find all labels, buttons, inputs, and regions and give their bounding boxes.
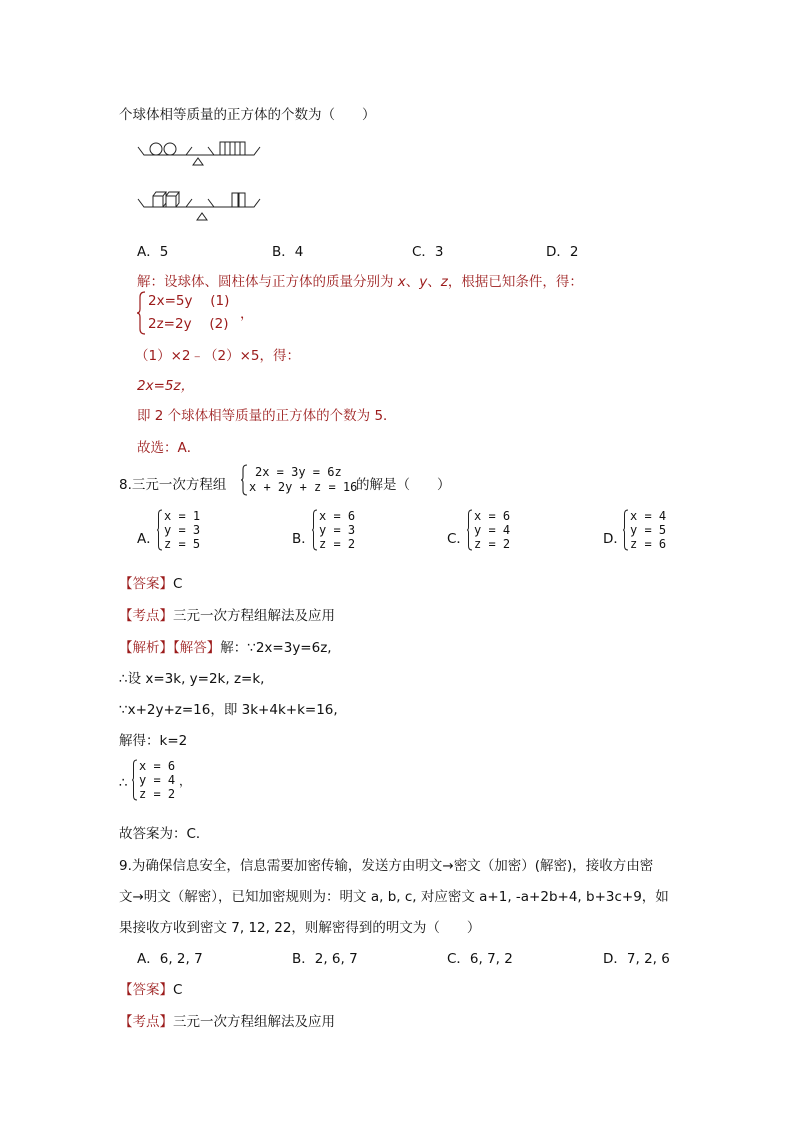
q7-solution-intro: 解：设球体、圆柱体与正方体的质量分别为 x、y、z，根据已知条件，得： [137, 274, 583, 290]
kaodian-label: 【考点】 [119, 608, 173, 624]
q8-option-b-label: B． [292, 531, 315, 547]
answer-value: C [173, 982, 183, 998]
q7-eq2: 2z=2y (2) [148, 316, 229, 332]
q7-option-d: D．2 [546, 244, 579, 260]
q8-answer [119, 572, 182, 592]
q7-stem-tail: 个球体相等质量的正方体的个数为（ ） [119, 107, 376, 123]
q8-step3: 解得：k=2 [119, 733, 188, 749]
q8-kaodian [119, 604, 335, 624]
brace-icon [136, 291, 146, 335]
q8-result-y: y = 4 [139, 773, 176, 787]
q8-a-line-x: x = 1 [164, 509, 201, 523]
q8-b-line-x: x = 6 [319, 509, 356, 523]
answer-label: 【答案】 [119, 982, 173, 998]
q7-equation-system [136, 291, 266, 335]
kaodian-label: 【考点】 [119, 1014, 173, 1030]
q7-step1: （1）×2﹣（2）×5，得： [135, 348, 300, 364]
balance-scale-figure [136, 136, 266, 226]
q8-equation-system [240, 464, 360, 496]
analysis-label: 【解析】【解答】 [119, 640, 221, 656]
var-x: x [397, 274, 406, 290]
q8-system-eq1: 2x = 3y = 6z [255, 465, 342, 479]
q8-stem-end: 的解是（ ） [356, 477, 451, 493]
q8-system-eq2: x + 2y + z = 16 [249, 480, 358, 494]
q8-result-z: z = 2 [139, 787, 176, 801]
q8-option-b-system [311, 509, 371, 551]
q8-result-system [131, 759, 201, 801]
q8-result-prefix: ∴ [119, 775, 128, 791]
q9-option-d: D．7, 2, 6 [603, 951, 670, 967]
q8-d-line-x: x = 4 [630, 509, 667, 523]
balance-scale-1 [138, 142, 260, 165]
q8-a-line-y: y = 3 [164, 523, 201, 537]
q8-step2: ∵x+2y+z=16，即 3k+4k+k=16, [119, 702, 338, 718]
brace-icon [156, 509, 163, 551]
brace-icon [240, 464, 248, 496]
q8-analysis [119, 636, 332, 656]
q7-option-a: A．5 [137, 244, 169, 260]
q9-stem-line3: 果接收方收到密文 7, 12, 22，则解密得到的明文为（ ） [119, 920, 481, 936]
q8-option-c-label: C． [447, 531, 470, 547]
brace-icon [131, 759, 138, 801]
balance-scale-2 [138, 192, 260, 220]
analysis-text: 解：∵2x=3y=6z, [220, 640, 332, 656]
q7-eq1: 2x=5y (1) [148, 293, 230, 309]
brace-icon [311, 509, 318, 551]
answer-value: C [173, 576, 183, 592]
q7-eq-comma: ， [240, 306, 254, 322]
q9-option-a: A．6, 2, 7 [137, 951, 203, 967]
q8-conclusion: 故答案为：C． [119, 826, 210, 842]
q7-step3: 即 2 个球体相等质量的正方体的个数为 5． [137, 408, 397, 424]
q7-answer: 故选：A． [137, 440, 201, 456]
brace-icon [466, 509, 473, 551]
q9-option-c: C．6, 7, 2 [447, 951, 513, 967]
q8-c-line-x: x = 6 [474, 509, 511, 523]
q8-option-a-system [156, 509, 216, 551]
brace-icon [622, 509, 629, 551]
q8-d-line-y: y = 5 [630, 523, 667, 537]
q9-stem-line1: 9.为确保信息安全，信息需要加密传输，发送方由明文→密文（加密）(解密)，接收方由密 [119, 858, 654, 874]
q8-result-comma: ， [179, 774, 192, 788]
q7-option-b: B．4 [272, 244, 304, 260]
q8-result-x: x = 6 [139, 759, 176, 773]
q8-d-line-z: z = 6 [630, 537, 667, 551]
q8-a-line-z: z = 5 [164, 537, 201, 551]
kaodian-value: 三元一次方程组解法及应用 [173, 1014, 335, 1030]
q8-c-line-z: z = 2 [474, 537, 511, 551]
q7-option-c: C．3 [412, 244, 444, 260]
var-z: z [440, 274, 448, 290]
q7-step2: 2x=5z， [137, 378, 195, 394]
q8-option-d-label: D． [603, 531, 627, 547]
q8-option-a-label: A． [137, 531, 160, 547]
q8-stem-start: 8.三元一次方程组 [119, 477, 227, 493]
q9-kaodian [119, 1010, 335, 1030]
q8-b-line-y: y = 3 [319, 523, 356, 537]
q9-stem-line2: 文→明文（解密），已知加密规则为：明文 a, b, c, 对应密文 a+1, -a+2b+4, b+3c+9，如 [119, 889, 669, 905]
kaodian-value: 三元一次方程组解法及应用 [173, 608, 335, 624]
q9-option-b: B．2, 6, 7 [292, 951, 358, 967]
q8-step1: ∴设 x=3k, y=2k, z=k, [119, 671, 265, 687]
q8-option-d-system [622, 509, 682, 551]
q8-c-line-y: y = 4 [474, 523, 511, 537]
q8-option-c-system [466, 509, 526, 551]
var-y: y [419, 274, 428, 290]
q9-answer [119, 978, 182, 998]
answer-label: 【答案】 [119, 576, 173, 592]
q8-b-line-z: z = 2 [319, 537, 356, 551]
